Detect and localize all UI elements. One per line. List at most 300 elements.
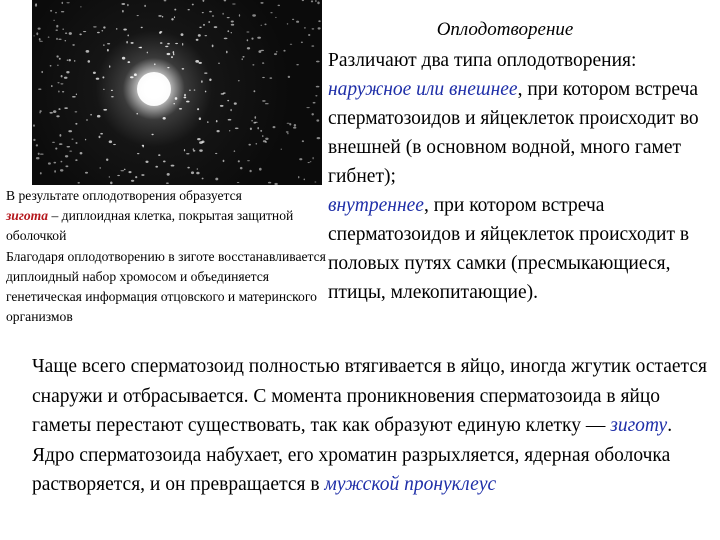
sperm-cell-dot	[36, 32, 38, 35]
sperm-cell-dot	[196, 172, 199, 175]
sperm-cell-dot	[223, 92, 226, 93]
sperm-cell-dot	[53, 110, 56, 113]
sperm-cell-dot	[86, 119, 88, 120]
sperm-cell-dot	[199, 117, 201, 120]
sperm-cell-dot	[33, 35, 34, 36]
sperm-cell-dot	[175, 43, 178, 44]
sperm-cell-dot	[216, 120, 218, 122]
sperm-cell-dot	[41, 71, 43, 73]
sperm-cell-dot	[235, 128, 239, 130]
sperm-cell-dot	[72, 44, 75, 45]
diploid-paragraph: Благодаря оплодотворению в зиготе восстанавливается диплоидный набор хромосом и объединяется генетическая информация отцовского и материнского организмов	[6, 248, 326, 325]
sperm-cell-dot	[142, 145, 144, 146]
sperm-cell-dot	[137, 153, 140, 154]
sperm-cell-dot	[55, 12, 57, 14]
sperm-cell-dot	[158, 154, 160, 156]
sperm-cell-dot	[122, 57, 125, 60]
sperm-cell-dot	[202, 178, 204, 180]
sperm-cell-dot	[242, 58, 243, 60]
process-paragraph	[32, 352, 712, 500]
sperm-cell-dot	[198, 62, 201, 64]
sperm-cell-dot	[59, 134, 61, 137]
sperm-cell-dot	[238, 80, 240, 81]
sperm-cell-dot	[93, 72, 96, 74]
sperm-cell-dot	[228, 119, 232, 121]
sperm-cell-dot	[193, 149, 195, 150]
sperm-cell-dot	[134, 73, 137, 76]
sperm-cell-dot	[74, 60, 76, 62]
sperm-cell-dot	[314, 181, 316, 182]
sperm-cell-dot	[58, 108, 60, 110]
sperm-cell-dot	[318, 27, 321, 29]
sperm-cell-dot	[40, 153, 44, 154]
sperm-cell-dot	[174, 9, 176, 11]
process-text-1: Чаще всего сперматозоид полностью втягивается в яйцо, иногда жгутик остается снаружи и отбрасывается. С момента проникновения сперматозоида в яйцо гаметы перестают существовать, так как образуют единую клетку —	[32, 356, 707, 436]
sperm-cell-dot	[75, 142, 77, 144]
sperm-cell-dot	[39, 41, 43, 42]
sperm-cell-dot	[215, 153, 217, 154]
sperm-cell-dot	[55, 29, 57, 30]
sperm-cell-dot	[66, 71, 69, 73]
sperm-cell-dot	[304, 179, 306, 181]
sperm-cell-dot	[274, 53, 277, 55]
sperm-cell-dot	[130, 76, 134, 78]
sperm-cell-dot	[69, 32, 72, 35]
sperm-cell-dot	[127, 4, 128, 6]
sperm-cell-dot	[212, 15, 214, 16]
sperm-cell-dot	[199, 27, 201, 28]
sperm-cell-dot	[59, 58, 61, 60]
sperm-cell-dot	[204, 35, 207, 36]
sperm-cell-dot	[36, 157, 40, 159]
sperm-cell-dot	[72, 96, 76, 98]
sperm-cell-dot	[103, 44, 104, 46]
sperm-cell-dot	[90, 114, 92, 116]
sperm-cell-dot	[33, 124, 35, 126]
sperm-cell-dot	[167, 173, 170, 176]
sperm-cell-dot	[109, 176, 110, 178]
sperm-cell-dot	[262, 135, 263, 137]
sperm-cell-dot	[151, 134, 153, 135]
sperm-cell-dot	[56, 115, 59, 117]
intro-line: Различают два типа оплодотворения:	[328, 50, 637, 71]
sperm-cell-dot	[65, 40, 67, 41]
sperm-cell-dot	[275, 17, 277, 18]
process-description	[32, 352, 712, 500]
internal-type-text: , при котором встреча сперматозоидов и яйцеклеток происходит в половых путях самки (пресмыкающиеся, птицы, млекопитающие).	[328, 195, 690, 303]
sperm-cell-dot	[308, 34, 310, 36]
sperm-cell-dot	[256, 143, 258, 145]
sperm-cell-dot	[194, 90, 196, 91]
sperm-cell-dot	[220, 105, 224, 107]
sperm-cell-dot	[315, 95, 317, 96]
sperm-cell-dot	[224, 38, 228, 40]
sperm-cell-dot	[311, 0, 313, 2]
sperm-cell-dot	[69, 151, 72, 152]
sperm-cell-dot	[197, 168, 198, 170]
sperm-cell-dot	[93, 26, 97, 27]
sperm-cell-dot	[302, 0, 304, 1]
sperm-cell-dot	[247, 47, 250, 49]
sperm-cell-dot	[231, 21, 234, 23]
sperm-cell-dot	[38, 27, 41, 29]
sperm-cell-dot	[53, 162, 56, 164]
sperm-cell-dot	[61, 2, 63, 4]
sperm-cell-dot	[253, 90, 255, 92]
sperm-cell-dot	[302, 140, 304, 142]
sperm-cell-dot	[257, 127, 259, 129]
sperm-cell-dot	[247, 160, 250, 161]
sperm-cell-dot	[184, 94, 186, 97]
sperm-cell-dot	[201, 80, 202, 83]
sperm-cell-dot	[122, 10, 124, 13]
sperm-cell-dot	[237, 182, 240, 183]
sperm-cell-dot	[53, 20, 55, 21]
sperm-cell-dot	[203, 24, 205, 26]
sperm-cell-dot	[184, 149, 185, 151]
sperm-cell-dot	[317, 2, 319, 5]
sperm-cell-dot	[262, 62, 264, 63]
sperm-cell-dot	[274, 183, 277, 185]
sperm-cell-dot	[159, 32, 161, 34]
sperm-cell-dot	[64, 107, 68, 109]
sperm-cell-dot	[224, 0, 226, 1]
sperm-cell-dot	[61, 11, 64, 12]
sperm-cell-dot	[257, 37, 261, 39]
sperm-cell-dot	[231, 32, 232, 33]
sperm-cell-dot	[207, 121, 209, 123]
zygote-info-text	[6, 186, 326, 327]
sperm-cell-dot	[50, 10, 52, 12]
sperm-cell-dot	[202, 12, 204, 13]
sperm-cell-dot	[311, 113, 313, 115]
external-type-paragraph	[328, 75, 713, 191]
sperm-cell-dot	[76, 93, 77, 95]
sperm-cell-dot	[164, 0, 167, 1]
sperm-cell-dot	[265, 138, 268, 140]
sperm-cell-dot	[174, 16, 175, 18]
sperm-cell-dot	[312, 28, 315, 29]
internal-type-paragraph	[328, 191, 713, 307]
sperm-cell-dot	[67, 59, 68, 60]
sperm-cells-sparkles	[32, 0, 322, 185]
sperm-cell-dot	[113, 144, 116, 145]
sperm-cell-dot	[173, 51, 175, 54]
sperm-cell-dot	[252, 64, 254, 65]
sperm-cell-dot	[128, 171, 131, 173]
sperm-cell-dot	[173, 103, 175, 104]
sperm-cell-dot	[184, 97, 187, 99]
sperm-cell-dot	[107, 49, 109, 52]
sperm-cell-dot	[308, 162, 310, 163]
sperm-cell-dot	[209, 11, 212, 13]
sperm-cell-dot	[317, 137, 321, 139]
sperm-cell-dot	[167, 53, 171, 55]
sperm-cell-dot	[313, 102, 316, 104]
sperm-cell-dot	[103, 26, 105, 28]
sperm-cell-dot	[286, 131, 289, 132]
sperm-cell-dot	[109, 140, 112, 143]
zygote-definition: – диплоидная клетка, покрытая защитной оболочкой	[6, 208, 294, 244]
sperm-cell-dot	[264, 24, 266, 26]
sperm-cell-dot	[292, 19, 294, 20]
sperm-cell-dot	[294, 124, 296, 127]
sperm-cell-dot	[283, 50, 285, 52]
sperm-cell-dot	[193, 150, 196, 152]
sperm-cell-dot	[48, 36, 50, 37]
sperm-cell-dot	[60, 169, 63, 171]
sperm-cell-dot	[65, 155, 68, 157]
sperm-cell-dot	[240, 167, 243, 170]
sperm-cell-dot	[281, 149, 282, 150]
sperm-cell-dot	[167, 43, 170, 45]
sperm-cell-dot	[33, 139, 35, 141]
sperm-cell-dot	[249, 170, 251, 173]
sperm-cell-dot	[232, 3, 236, 4]
sperm-cell-dot	[289, 123, 291, 125]
sperm-cell-dot	[199, 149, 203, 151]
sperm-cell-dot	[212, 45, 214, 48]
sperm-cell-dot	[231, 24, 234, 26]
sperm-cell-dot	[36, 144, 38, 146]
sperm-cell-dot	[88, 60, 91, 63]
sperm-cell-dot	[186, 153, 189, 154]
sperm-cell-dot	[273, 126, 276, 128]
sperm-cell-dot	[39, 38, 41, 41]
sperm-cell-dot	[80, 6, 81, 7]
sperm-cell-dot	[187, 167, 190, 169]
sperm-cell-dot	[141, 27, 143, 28]
sperm-cell-dot	[311, 45, 314, 46]
sperm-cell-dot	[316, 61, 320, 63]
zygote-paragraph	[6, 186, 326, 247]
sperm-cell-dot	[83, 31, 86, 32]
sperm-cell-dot	[97, 32, 100, 34]
sperm-cell-dot	[163, 160, 166, 162]
sperm-cell-dot	[120, 170, 124, 171]
sperm-cell-dot	[270, 12, 272, 13]
sperm-cell-dot	[260, 2, 263, 4]
sperm-cell-dot	[260, 25, 262, 26]
sperm-cell-dot	[252, 14, 256, 16]
sperm-cell-dot	[299, 158, 302, 160]
sperm-cell-dot	[287, 123, 290, 124]
sperm-cell-dot	[165, 46, 168, 47]
sperm-cell-dot	[68, 59, 71, 61]
sperm-cell-dot	[197, 108, 199, 110]
sperm-cell-dot	[158, 15, 162, 17]
sperm-cell-dot	[250, 128, 252, 131]
sperm-cell-dot	[248, 144, 251, 146]
sperm-cell-dot	[203, 0, 205, 2]
sperm-cell-dot	[75, 111, 78, 112]
sperm-cell-dot	[179, 108, 182, 110]
sperm-cell-dot	[79, 34, 82, 36]
sperm-cell-dot	[154, 63, 156, 65]
sperm-cell-dot	[192, 4, 194, 6]
sperm-cell-dot	[222, 13, 223, 15]
sperm-cell-dot	[182, 43, 183, 46]
sperm-cell-dot	[40, 172, 42, 174]
sperm-cell-dot	[230, 109, 231, 111]
sperm-cell-dot	[137, 15, 139, 16]
sperm-cell-dot	[75, 123, 77, 125]
sperm-cell-dot	[287, 23, 288, 24]
sperm-cell-dot	[124, 169, 126, 171]
sperm-cell-dot	[246, 31, 249, 32]
external-type-term: наружное или внешнее	[328, 79, 518, 100]
sperm-cell-dot	[80, 152, 83, 154]
sperm-cell-dot	[100, 133, 103, 135]
sperm-cell-dot	[75, 159, 77, 161]
sperm-cell-dot	[189, 90, 191, 91]
sperm-cell-dot	[103, 89, 104, 90]
sperm-cell-dot	[227, 30, 229, 32]
sperm-cell-dot	[107, 43, 110, 44]
sperm-cell-dot	[86, 50, 90, 53]
sperm-cell-dot	[265, 103, 269, 104]
sperm-cell-dot	[196, 39, 199, 41]
sperm-cell-dot	[62, 91, 64, 92]
sperm-cell-dot	[141, 174, 144, 176]
sperm-cell-dot	[35, 4, 37, 6]
sperm-cell-dot	[102, 30, 104, 31]
sperm-cell-dot	[306, 107, 309, 108]
sperm-cell-dot	[58, 90, 59, 92]
sperm-cell-dot	[61, 75, 63, 77]
sperm-cell-dot	[171, 165, 175, 167]
sperm-cell-dot	[162, 16, 163, 18]
sperm-cell-dot	[227, 17, 230, 18]
sperm-cell-dot	[111, 90, 113, 91]
sperm-cell-dot	[121, 3, 125, 5]
sperm-cell-dot	[65, 32, 67, 33]
sperm-cell-dot	[61, 161, 63, 163]
sperm-cell-dot	[116, 28, 118, 30]
sperm-cell-dot	[288, 76, 291, 78]
sperm-cell-dot	[316, 86, 320, 88]
sperm-cell-dot	[223, 160, 225, 163]
sperm-cell-dot	[166, 183, 169, 184]
sperm-cell-dot	[167, 67, 169, 68]
page-title: Оплодотворение	[436, 19, 574, 40]
sperm-cell-dot	[227, 100, 229, 101]
sperm-cell-dot	[50, 65, 52, 67]
sperm-cell-dot	[268, 182, 271, 184]
sperm-cell-dot	[296, 21, 299, 23]
sperm-cell-dot	[316, 119, 319, 121]
sperm-cell-dot	[276, 51, 277, 53]
sperm-cell-dot	[68, 130, 72, 132]
sperm-cell-dot	[111, 96, 114, 97]
sperm-cell-dot	[229, 130, 230, 131]
sperm-cell-dot	[126, 41, 128, 44]
sperm-cell-dot	[56, 38, 58, 40]
sperm-cell-dot	[135, 176, 137, 178]
sperm-cell-dot	[66, 2, 69, 3]
sperm-cell-dot	[265, 141, 267, 143]
sperm-cell-dot	[171, 18, 173, 20]
sperm-cell-dot	[38, 89, 41, 90]
sperm-cell-dot	[301, 41, 303, 43]
sperm-cell-dot	[238, 160, 240, 162]
sperm-cell-dot	[117, 175, 120, 176]
sperm-cell-dot	[253, 122, 256, 124]
sperm-cell-dot	[62, 29, 64, 30]
sperm-cell-dot	[160, 42, 163, 44]
sperm-cell-dot	[171, 56, 173, 58]
sperm-cell-dot	[197, 138, 201, 140]
sperm-cell-dot	[247, 39, 249, 41]
sperm-cell-dot	[296, 64, 299, 65]
sperm-cell-dot	[198, 34, 201, 37]
sperm-cell-dot	[58, 39, 61, 40]
sperm-cell-dot	[261, 50, 265, 51]
sperm-cell-dot	[48, 162, 51, 164]
sperm-cell-dot	[298, 176, 299, 178]
sperm-cell-dot	[310, 161, 312, 162]
sperm-cell-dot	[67, 146, 71, 147]
fertilization-types-text	[328, 46, 713, 307]
sperm-cell-dot	[239, 14, 240, 17]
sperm-cell-dot	[163, 117, 166, 120]
sperm-cell-dot	[38, 153, 40, 155]
sperm-cell-dot	[155, 166, 158, 168]
sperm-cell-dot	[102, 76, 104, 78]
egg-cell	[137, 72, 171, 106]
sperm-cell-dot	[201, 141, 204, 144]
zygote-link: зиготу	[610, 415, 668, 436]
sperm-cell-dot	[109, 65, 110, 68]
sperm-cell-dot	[234, 102, 237, 104]
sperm-cell-dot	[39, 112, 41, 113]
sperm-cell-dot	[251, 120, 253, 121]
sperm-cell-dot	[204, 72, 207, 73]
sperm-cell-dot	[304, 27, 306, 28]
sperm-cell-dot	[144, 5, 146, 7]
sperm-cell-dot	[60, 83, 63, 84]
sperm-cell-dot	[39, 110, 41, 112]
sperm-cell-dot	[103, 109, 107, 111]
sperm-cell-dot	[313, 157, 314, 160]
sperm-cell-dot	[131, 180, 134, 182]
sperm-cell-dot	[191, 171, 194, 174]
fertilization-photo	[32, 0, 322, 185]
sperm-cell-dot	[65, 165, 68, 167]
sperm-cell-dot	[97, 115, 101, 118]
sperm-cell-dot	[318, 20, 320, 22]
sperm-cell-dot	[145, 161, 148, 163]
process-text-2: . Ядро сперматозоида набухает, его хроматин разрыхляется, ядерная оболочка растворяется, и он превращается в	[32, 415, 673, 495]
sperm-cell-dot	[85, 139, 86, 141]
sperm-cell-dot	[52, 142, 55, 143]
sperm-cell-dot	[188, 9, 190, 10]
sperm-cell-dot	[186, 101, 190, 103]
sperm-cell-dot	[59, 143, 63, 145]
sperm-cell-dot	[226, 51, 228, 54]
sperm-cell-dot	[85, 172, 88, 174]
sperm-cell-dot	[57, 82, 59, 83]
sperm-cell-dot	[287, 133, 288, 135]
sperm-cell-dot	[217, 130, 220, 132]
sperm-cell-dot	[234, 150, 235, 152]
sperm-cell-dot	[57, 65, 58, 66]
sperm-cell-dot	[242, 56, 244, 58]
sperm-cell-dot	[181, 33, 184, 36]
sperm-cell-dot	[140, 47, 142, 49]
sperm-cell-dot	[262, 100, 266, 101]
sperm-cell-dot	[51, 85, 53, 87]
